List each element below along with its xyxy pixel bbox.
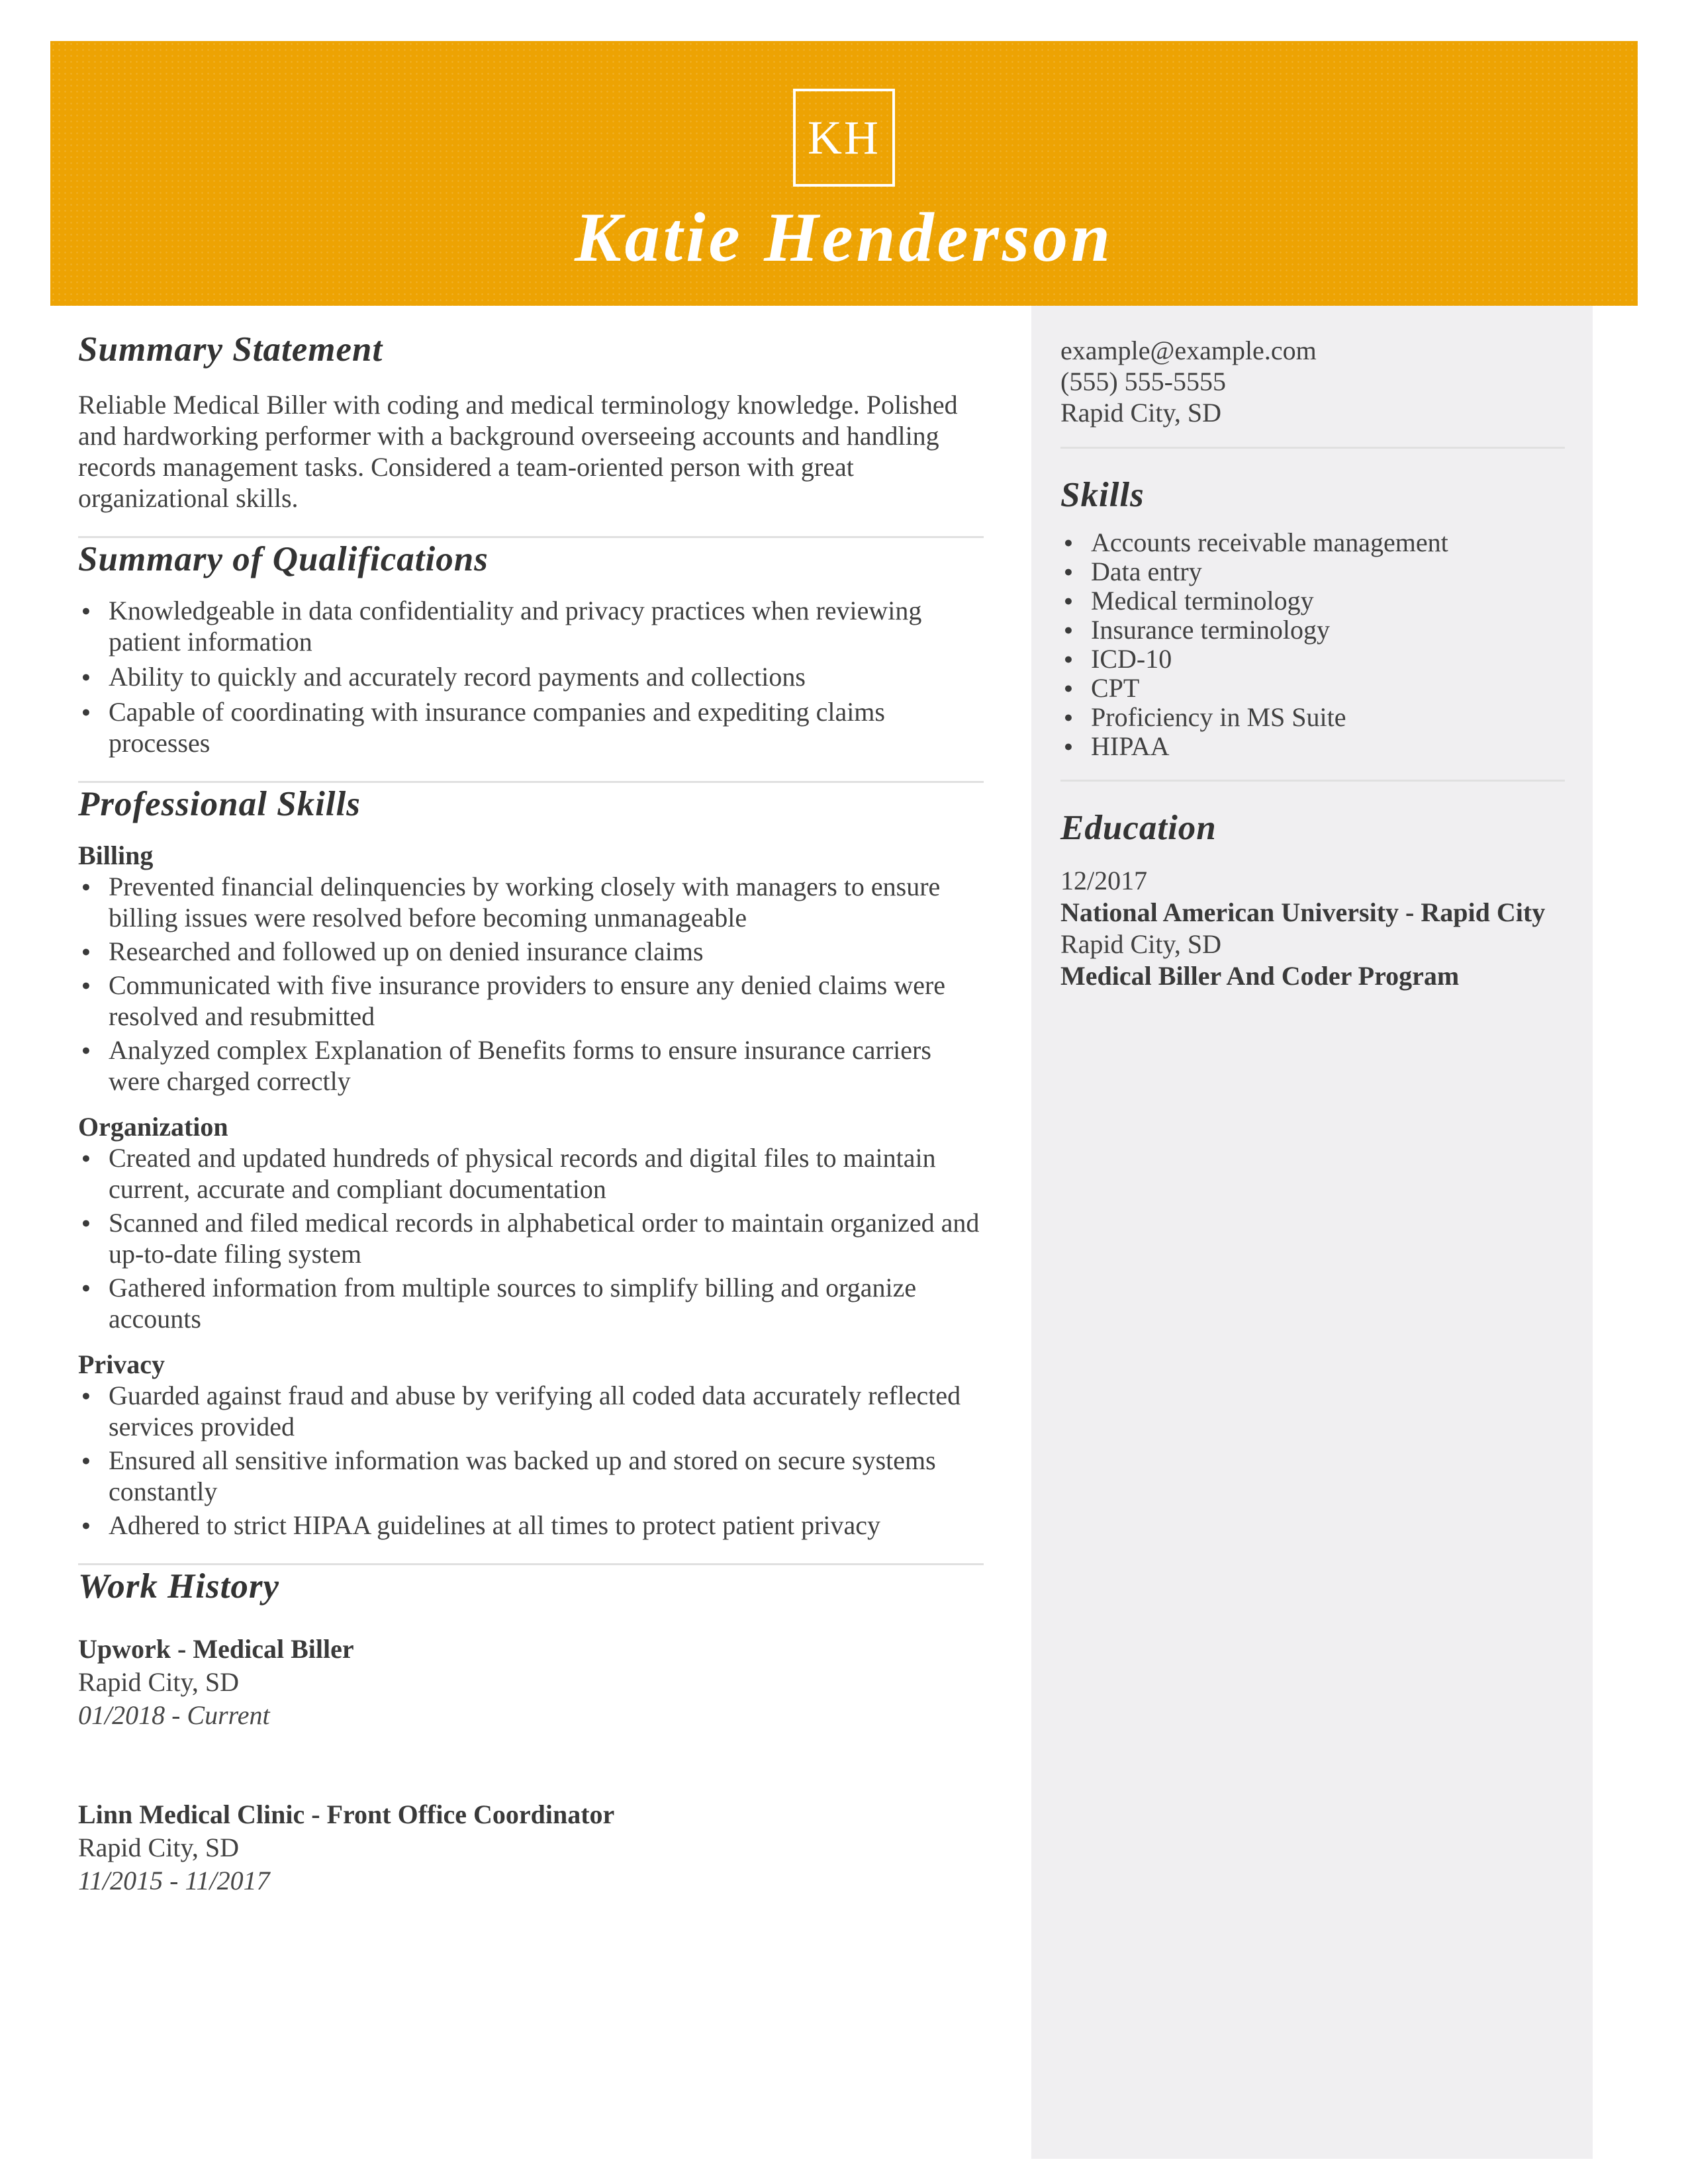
contact-email: example@example.com bbox=[1060, 336, 1317, 365]
skill-group-heading-billing: Billing bbox=[78, 841, 154, 870]
candidate-name: Katie Henderson bbox=[574, 199, 1114, 276]
qualifications-list bbox=[78, 595, 984, 758]
job-dates: 01/2018 - Current bbox=[78, 1700, 270, 1730]
skill-item: ● Medical terminology bbox=[1060, 586, 1565, 615]
section-divider bbox=[1060, 780, 1565, 782]
skill-detail-item: ● Communicated with five insurance providers to ensure any denied claims were resolved and resubmitted bbox=[78, 970, 984, 1032]
qualifications-title: Summary of Qualifications bbox=[78, 540, 489, 578]
skill-detail-item: ● Scanned and filed medical records in alphabetical order to maintain organized and up-to-date filing system bbox=[78, 1207, 984, 1269]
job-dates: 11/2015 - 11/2017 bbox=[78, 1866, 270, 1895]
skill-detail-item: ● Adhered to strict HIPAA guidelines at all times to protect patient privacy bbox=[78, 1510, 984, 1541]
job-title: Upwork - Medical Biller bbox=[78, 1634, 354, 1664]
qualifications-section bbox=[78, 538, 984, 758]
organization-skill-list bbox=[78, 1142, 984, 1334]
skill-item: ● Data entry bbox=[1060, 557, 1565, 586]
skills-title: Skills bbox=[1060, 476, 1145, 514]
skill-detail-item: ● Ensured all sensitive information was backed up and stored on secure systems constantly bbox=[78, 1445, 984, 1507]
skill-detail-item: ● Researched and followed up on denied insurance claims bbox=[78, 936, 984, 967]
professional-skills-title: Professional Skills bbox=[78, 785, 361, 823]
contact-phone: (555) 555-5555 bbox=[1060, 367, 1226, 396]
education-entry bbox=[1060, 865, 1565, 992]
job-title: Linn Medical Clinic - Front Office Coordinator bbox=[78, 1799, 615, 1829]
education-title: Education bbox=[1060, 809, 1217, 847]
monogram-badge: KH bbox=[793, 89, 895, 187]
header-banner bbox=[50, 41, 1638, 306]
job-location: Rapid City, SD bbox=[78, 1667, 239, 1697]
skill-group-heading-organization: Organization bbox=[78, 1112, 228, 1142]
professional-skills-section bbox=[78, 783, 984, 1541]
skills-list bbox=[1060, 528, 1565, 761]
summary-statement-section bbox=[78, 328, 984, 514]
education-location: Rapid City, SD bbox=[1060, 929, 1221, 959]
education-program: Medical Biller And Coder Program bbox=[1060, 961, 1460, 991]
contact-location: Rapid City, SD bbox=[1060, 398, 1221, 428]
skill-detail-item: ● Prevented financial delinquencies by working closely with managers to ensure billing issues were resolved before becoming unmanageable bbox=[78, 871, 984, 933]
skill-item: ● ICD-10 bbox=[1060, 645, 1565, 674]
qualification-item: ● Capable of coordinating with insurance companies and expediting claims processes bbox=[78, 696, 984, 758]
main-column bbox=[78, 328, 984, 1897]
billing-skill-list bbox=[78, 871, 984, 1097]
education-school: National American University - Rapid City bbox=[1060, 897, 1546, 927]
skill-group-heading-privacy: Privacy bbox=[78, 1349, 165, 1379]
skill-detail-item: ● Created and updated hundreds of physical records and digital files to maintain current, accurate and compliant documentation bbox=[78, 1142, 984, 1205]
job-entry bbox=[78, 1798, 984, 1897]
skill-detail-item: ● Guarded against fraud and abuse by verifying all coded data accurately reflected services provided bbox=[78, 1380, 984, 1442]
section-divider bbox=[1060, 447, 1565, 449]
skill-item: ● Accounts receivable management bbox=[1060, 528, 1565, 557]
education-date: 12/2017 bbox=[1060, 866, 1148, 895]
job-entry bbox=[78, 1633, 984, 1732]
sidebar-column bbox=[1031, 306, 1593, 2159]
skill-detail-item: ● Analyzed complex Explanation of Benefits forms to ensure insurance carriers were charged correctly bbox=[78, 1034, 984, 1097]
work-history-title: Work History bbox=[78, 1567, 280, 1606]
summary-statement-text: Reliable Medical Biller with coding and medical terminology knowledge. Polished and hardworking performer with a background overseeing accounts and handling records management tasks. Considered a team-oriented person with great organizational skills. bbox=[78, 390, 958, 513]
skill-item: ● HIPAA bbox=[1060, 732, 1565, 761]
skill-detail-item: ● Gathered information from multiple sources to simplify billing and organize accounts bbox=[78, 1272, 984, 1334]
skill-item: ● Proficiency in MS Suite bbox=[1060, 703, 1565, 732]
qualification-item: ● Ability to quickly and accurately record payments and collections bbox=[78, 661, 984, 692]
qualification-item: ● Knowledgeable in data confidentiality and privacy practices when reviewing patient information bbox=[78, 595, 984, 657]
skill-item: ● CPT bbox=[1060, 674, 1565, 703]
work-history-section bbox=[78, 1565, 984, 1897]
contact-block bbox=[1060, 335, 1565, 428]
job-location: Rapid City, SD bbox=[78, 1833, 239, 1862]
privacy-skill-list bbox=[78, 1380, 984, 1541]
skill-item: ● Insurance terminology bbox=[1060, 615, 1565, 645]
summary-statement-title: Summary Statement bbox=[78, 330, 383, 369]
